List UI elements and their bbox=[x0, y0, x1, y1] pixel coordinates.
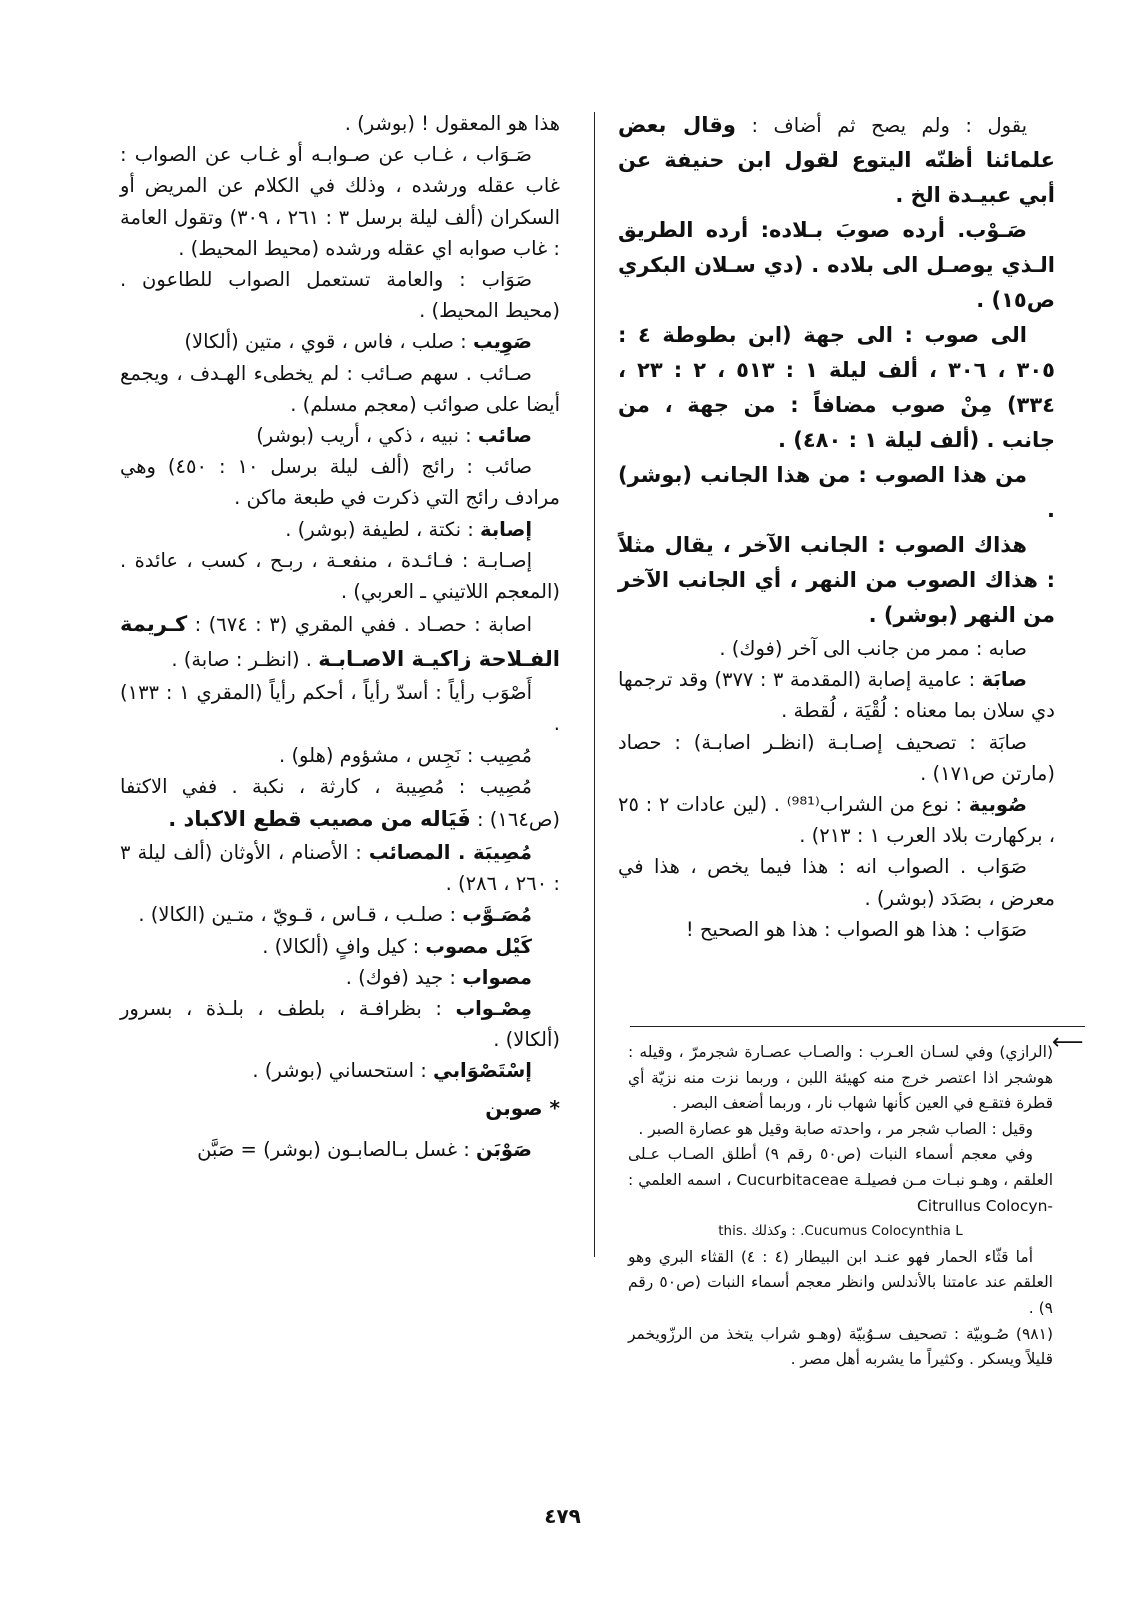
right-entry bbox=[618, 458, 1055, 528]
entry-text: . (انظـر : صابة) . bbox=[171, 648, 319, 672]
left-entry bbox=[120, 931, 560, 962]
entry-headword: كَيْل مصوب bbox=[425, 934, 532, 958]
left-entry bbox=[120, 326, 560, 357]
left-entry bbox=[120, 139, 560, 264]
entry-headword: إسْتَصْوَابي bbox=[433, 1059, 532, 1083]
entry-bold-text: فَيَاله من مصيب قطع الاكباد . bbox=[168, 807, 471, 832]
arrow-left-icon: ⟵ bbox=[1052, 1030, 1084, 1055]
entry-headword: صَوِيب bbox=[472, 330, 532, 354]
entry-bold-text: الى صوب : الى جهة (ابن بطوطة ٤ : ٣٠٥ ، ٣٠٦ ، ألف ليلة ١ : ٥١٣ ، ٢ : ٢٣ ، ٣٣٤) مِنْ صوب مضافاً : من جهة ، من جانب . (ألف ليلة ١ : ٤٨٠) . bbox=[618, 323, 1055, 452]
left-entry bbox=[120, 899, 560, 930]
entry-text: إصـابـة : فـائـدة ، منفعـة ، ربـح ، كسب ، عائدة . (المعجم اللاتيني ـ العربي) . bbox=[120, 548, 560, 604]
entry-text: صَـوَاب ، غـاب عن صـوابـه أو غـاب عن الصواب : غاب عقله ورشده ، وذلك في الكلام عن المريض أو السكران (ألف ليلة برسل ٣ : ٢٦١ ، ٣٠٩) وتقول العامة : غاب صوابه اي عقله ورشده (محيط المحيط) . bbox=[120, 143, 561, 260]
entry-text: : نوع من الشراب⁽⁹⁸¹⁾ . (لين عادات ٢ : ٢٥ ، بركهارت بلاد العرب ١ : ٢١٣) . bbox=[618, 793, 1055, 848]
entry-bold-text: هذاك الصوب : الجانب الآخر ، يقال مثلاً : هذاك الصوب من النهر ، أي الجانب الآخر من النهر (بوشر) . bbox=[618, 533, 1055, 627]
left-entry bbox=[120, 451, 560, 513]
footnote-text: this. وكذلك : .Cucumus Colocynthia L bbox=[718, 1223, 963, 1240]
entry-text: : استحساني (بوشر) . bbox=[252, 1059, 433, 1083]
left-entry bbox=[120, 837, 560, 899]
entry-text: هذا هو المعقول ! (بوشر) . bbox=[344, 112, 560, 135]
entry-text: : نبيه ، ذكي ، أريب (بوشر) bbox=[256, 424, 478, 448]
entry-bold-text: وقال بعض علمائنا أظنّه اليتوع لقول ابن حنيفة عن أبي عبيـدة الخ . bbox=[618, 113, 1055, 207]
left-entry bbox=[120, 545, 560, 607]
entry-text: : صلب ، فاس ، قوي ، متين (ألكالا) bbox=[184, 330, 473, 354]
footnote-rule bbox=[630, 1026, 1085, 1027]
left-entry bbox=[120, 514, 560, 545]
entry-headword: مِصْـواب bbox=[455, 997, 532, 1021]
entry-headword: صُوبية bbox=[968, 793, 1027, 817]
entry-text: مُصِيب : نَجِس ، مشؤوم (هلو) . bbox=[279, 743, 532, 767]
entry-bold-text: كـريمة الفـلاحة زاكيـة الاصـابـة bbox=[120, 612, 560, 672]
entry-text: : جيد (فوك) . bbox=[345, 965, 463, 989]
entry-bold-text: صَـوْب. أرده صوبَ بـلاده: أرده الطريق الـذي يوصـل الى بلاده . (دي سـلان البكري ص١٥) . bbox=[618, 218, 1055, 312]
entry-headword: صائب bbox=[477, 424, 532, 448]
entry-text: مُصِيب : مُصِيبة ، كارثة ، نكبة . ففي الاكتفا (ص١٦٤) : bbox=[120, 774, 560, 832]
entry-text: اصابة : حصـاد . ففي المقري (٣ : ٦٧٤) : bbox=[187, 613, 532, 637]
entry-text: صَوَاب . الصواب انه : هذا فيما يخص ، هذا في معرض ، بصَدَد (بوشر) . bbox=[618, 855, 1055, 910]
footnote-text: أما قثّاء الحمار فهو عنـد ابن البيطار (٤ : ٤) القثاء البري وهو العلقم عند عامتنا بالأندلس وانظر معجم أسماء النبات (ص٥٠ رقم ٩) . bbox=[628, 1247, 1053, 1317]
left-entry bbox=[120, 740, 560, 771]
entry-text: صَوَاب : والعامة تستعمل الصواب للطاعون . (محيط المحيط) . bbox=[120, 268, 560, 323]
left-entry bbox=[120, 993, 560, 1055]
entry-text: : صلـب ، قـاس ، قـويّ ، متـين (الكالا) . bbox=[138, 903, 463, 927]
entry-text: : كيل وافٍ (ألكالا) . bbox=[262, 934, 426, 958]
footnote-text: (الرازي) وفي لسـان العـرب : والصـاب عصـارة شجرمرّ ، وقيله : هوشجر اذا اعتصر خرج منه كهيئة اللبن ، وربما نزت منه نزيّة أي قطرة فتقـع في العين كأنها شهاب نار ، وربما أضعف البصر . bbox=[628, 1043, 1053, 1113]
left-entry bbox=[120, 264, 560, 326]
entry-bold-text: من هذا الصوب : من هذا الجانب (بوشر) . bbox=[618, 463, 1055, 522]
entry-headword: مُصِيبَة . المصائب bbox=[368, 841, 532, 865]
entry-headword: مُصَـوَّب bbox=[462, 903, 532, 927]
left-entry bbox=[120, 420, 560, 451]
left-entry bbox=[120, 358, 560, 420]
entry-text: : بظرافـة ، بلطف ، بلـذة ، بسرور (ألكالا) . bbox=[120, 997, 560, 1052]
footnote-text: وفي معجم أسماء النبات (ص٥٠ رقم ٩) أطلق الصـاب عـلى العلقم ، وهـو نبـات مـن فصيلـة Cucurbitaceae ، اسمه العلمي : -Citrullus Colocyn bbox=[628, 1145, 1054, 1215]
left-entry bbox=[120, 962, 560, 993]
right-entry bbox=[618, 528, 1055, 633]
left-column bbox=[120, 108, 560, 1165]
left-last-entry bbox=[120, 1134, 560, 1165]
left-entry bbox=[120, 607, 560, 677]
right-entry bbox=[618, 727, 1055, 789]
entry-text: صابَة : تصحيف إصـابـة (انظـر اصابـة) : حصاد (مارتن ص١٧١) . bbox=[618, 730, 1055, 785]
entry-text: أَصْوَب رأياً : أسدّ رأياً ، أحكم رأياً (المقري ١ : ١٣٣) . bbox=[120, 681, 560, 736]
entry-headword: إصابة bbox=[480, 517, 532, 541]
entry-headword: صابَة bbox=[981, 668, 1027, 692]
right-entry bbox=[618, 318, 1055, 458]
entry-text: : الأصنام ، الأوثان (ألف ليلة ٣ : ٢٦٠ ، ٢٨٦) . bbox=[120, 841, 560, 896]
footnotes bbox=[628, 1040, 1053, 1373]
right-entry bbox=[618, 664, 1055, 726]
entry-text: يقول : ولم يصح ثم أضاف : bbox=[735, 114, 1028, 137]
entry-text: صائب : رائج (ألف ليلة برسل ١٠ : ٤٥٠) وهي مرادف رائج التي ذكرت في طبعة ماكن . bbox=[120, 455, 560, 510]
right-entry bbox=[618, 789, 1055, 851]
right-entry bbox=[618, 914, 1055, 945]
entry-headword: صَوْبَن bbox=[476, 1137, 532, 1161]
footnote-text: وقيل : الصاب شجر مر ، واحدته صابة وقيل هو عصارة الصبر . bbox=[638, 1119, 1033, 1138]
left-entry bbox=[120, 1055, 560, 1086]
section-heading: * صوبن bbox=[485, 1095, 560, 1120]
right-entry bbox=[618, 851, 1055, 913]
entry-text: : عامية إصابة (المقدمة ٣ : ٣٧٧) وقد ترجمها دي سلان بما معناه : لُقْيَة ، لُقطة . bbox=[618, 668, 1055, 723]
entry-text: : غسل بـالصابـون (بوشر) = صَبَّن bbox=[197, 1137, 477, 1161]
footnote-text: (٩٨١) صُـوبيّة : تصحيف سـوُبيّة (وهـو شراب يتخذ من الرزّويخمر قليلاً ويسكر . وكثيراً ما يشربه أهل مصر . bbox=[628, 1324, 1053, 1369]
column-divider bbox=[594, 112, 595, 1257]
left-entry bbox=[120, 108, 560, 139]
page-number: ٤٧٩ bbox=[544, 1504, 581, 1528]
left-entry bbox=[120, 677, 560, 739]
entry-text: : نكتة ، لطيفة (بوشر) . bbox=[285, 517, 480, 541]
right-entry bbox=[618, 213, 1055, 318]
entry-text: صـائب . سهم صـائب : لم يخطىء الهـدف ، ويجمع أيضا على صوائب (معجم مسلم) . bbox=[120, 361, 560, 416]
right-column bbox=[618, 108, 1055, 945]
entry-text: صَوَاب : هذا هو الصواب : هذا هو الصحيح ! bbox=[685, 917, 1027, 941]
entry-headword: مصواب bbox=[462, 965, 532, 989]
right-entry bbox=[618, 633, 1055, 664]
entry-text: صابه : ممر من جانب الى آخر (فوك) . bbox=[719, 637, 1027, 660]
right-entry bbox=[618, 108, 1055, 213]
left-entry bbox=[120, 771, 560, 837]
